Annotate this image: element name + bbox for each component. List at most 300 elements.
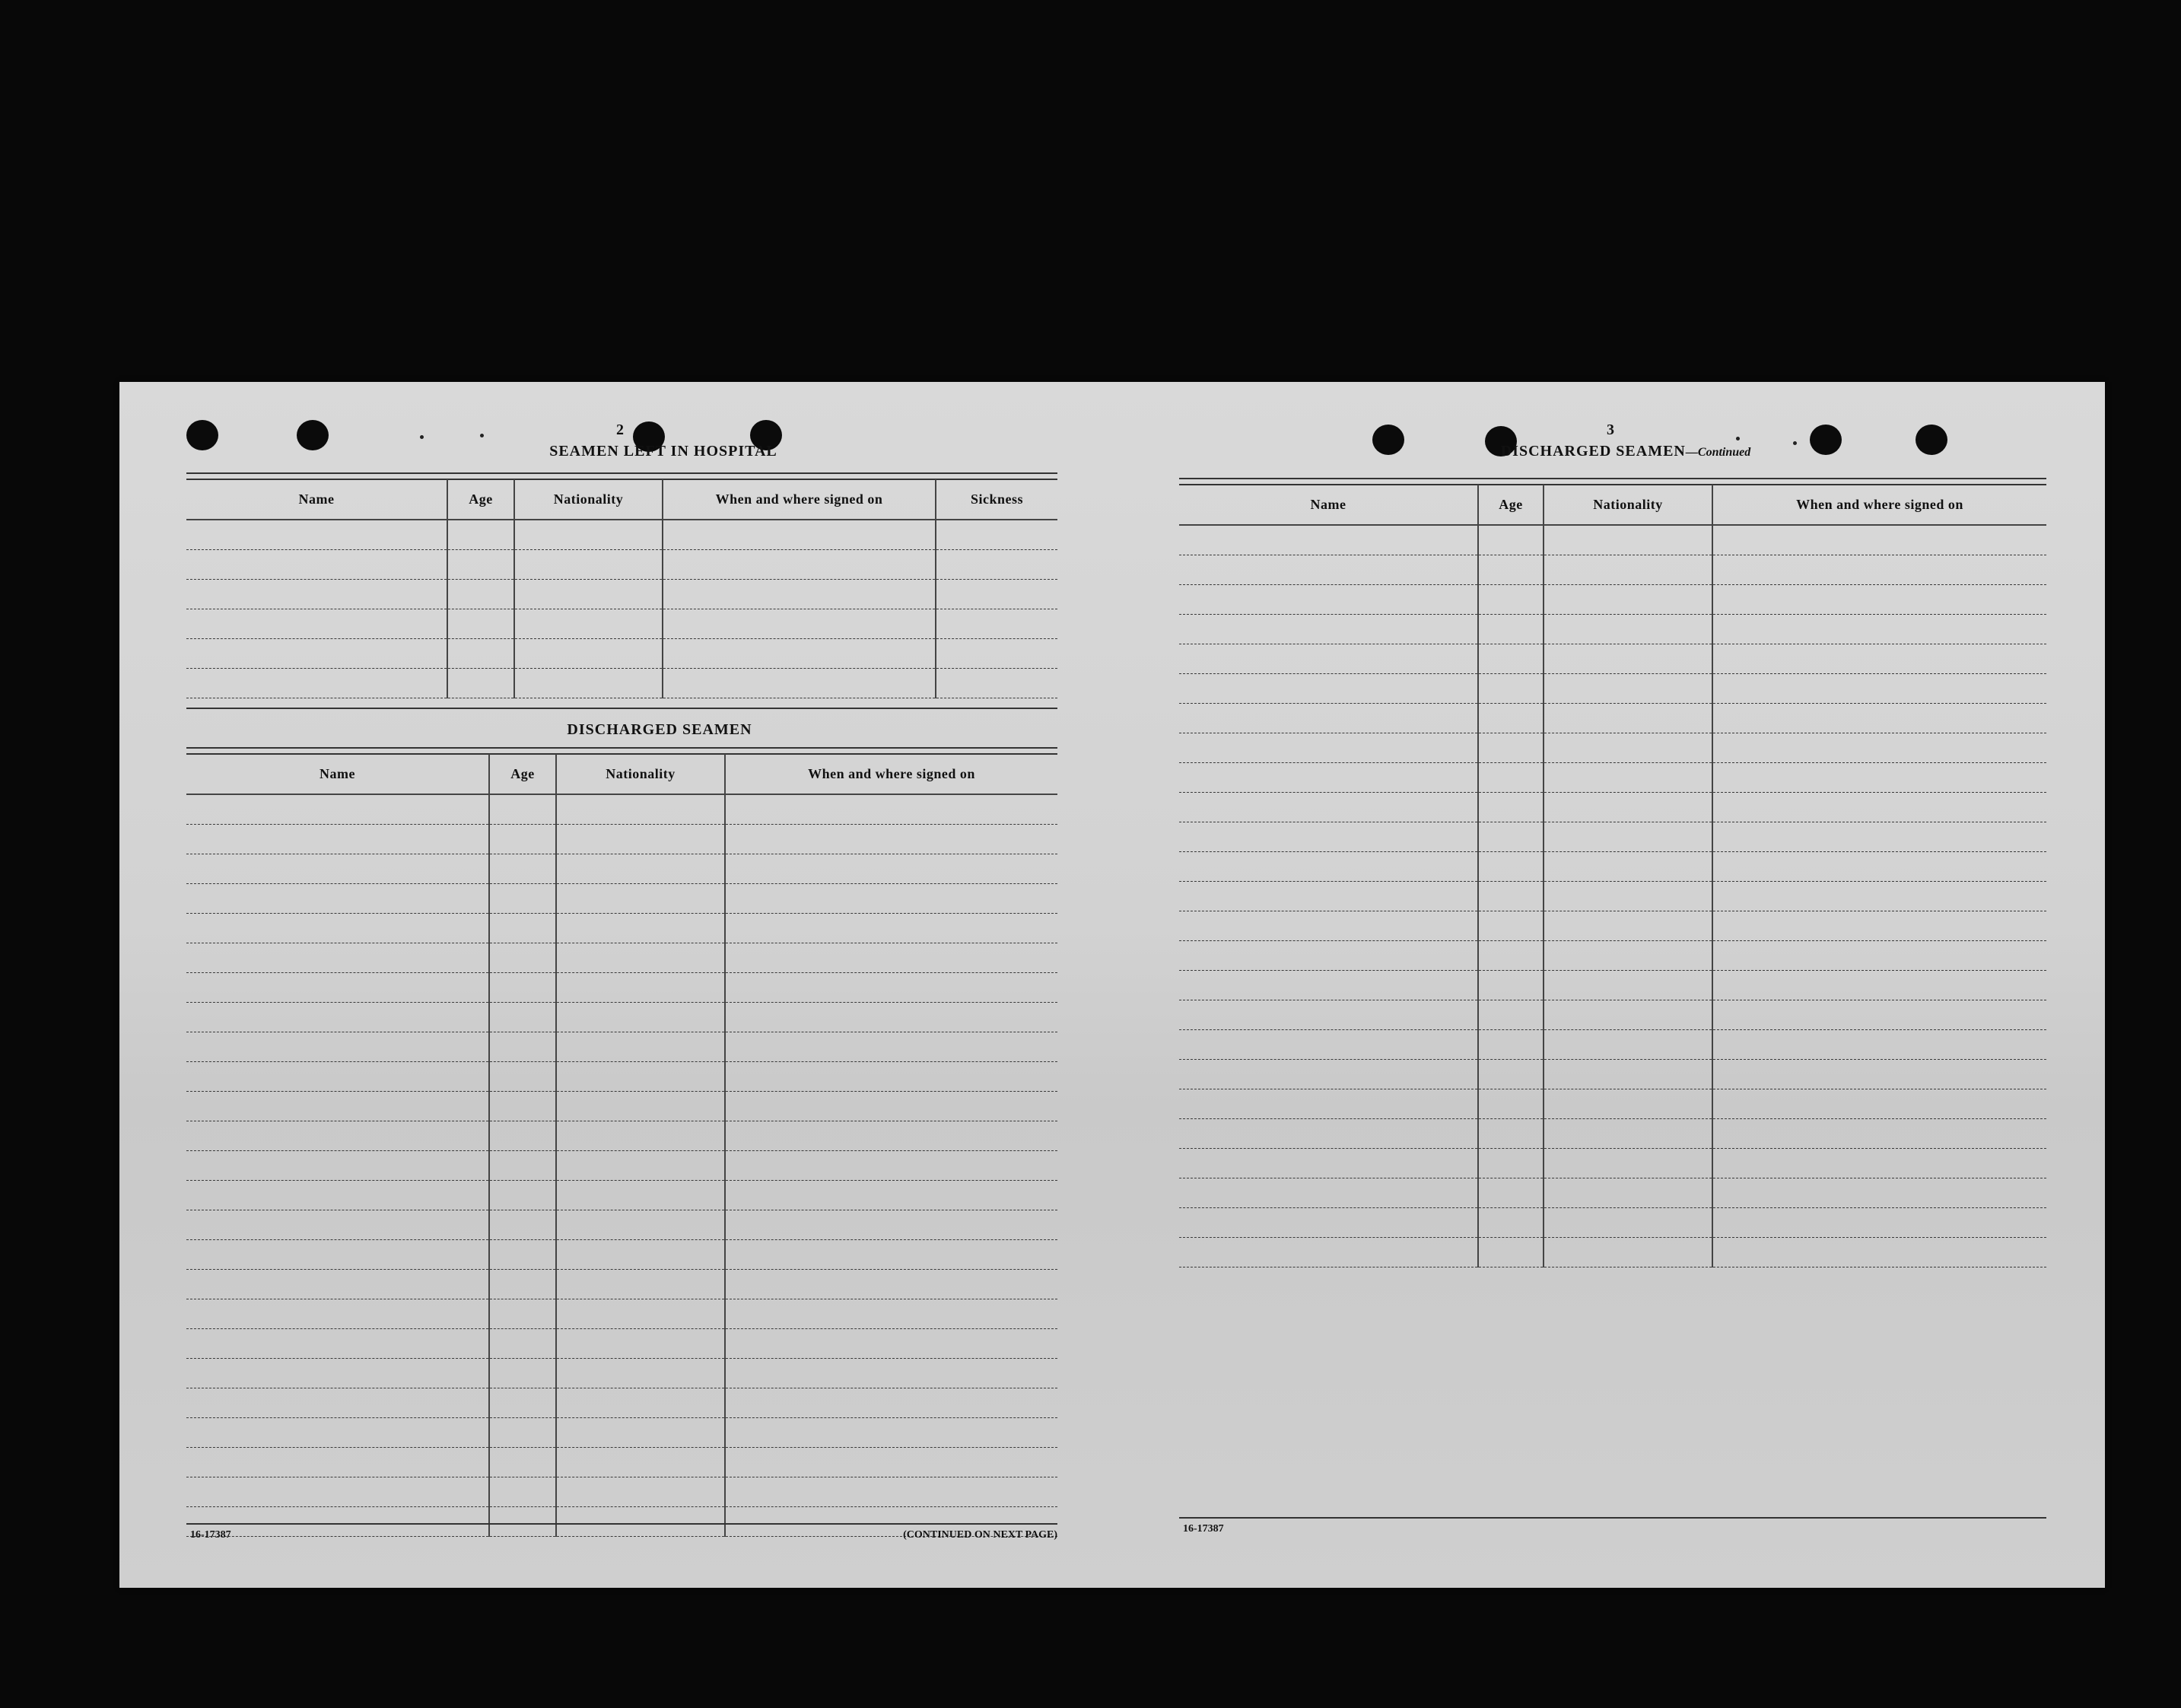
blank-cell <box>725 1359 1057 1388</box>
blank-cell <box>186 1388 489 1418</box>
blank-cell <box>1544 1238 1712 1267</box>
blank-cell <box>186 550 447 580</box>
section-title-hospital: SEAMEN LEFT IN HOSPITAL <box>549 443 777 460</box>
blank-cell <box>936 609 1057 639</box>
table-row <box>186 854 1057 884</box>
blank-cell <box>725 1240 1057 1270</box>
section-title-discharged-continued <box>1474 443 1778 460</box>
blank-cell <box>936 580 1057 609</box>
blank-cell <box>489 1181 556 1210</box>
blank-cell <box>725 1121 1057 1151</box>
blank-cell <box>186 1003 489 1032</box>
blank-cell <box>1179 1119 1478 1149</box>
table-row <box>186 1359 1057 1388</box>
blank-cell <box>1712 822 2046 852</box>
blank-cell <box>514 609 663 639</box>
blank-cell <box>1179 585 1478 615</box>
blank-cell <box>1179 555 1478 585</box>
blank-cell <box>489 884 556 914</box>
table-row <box>186 1270 1057 1299</box>
blank-cell <box>186 1151 489 1181</box>
blank-cell <box>1712 615 2046 644</box>
page-number-left: 2 <box>616 421 624 438</box>
blank-cell <box>1179 1000 1478 1030</box>
blank-cell <box>1478 1208 1544 1238</box>
column-header-name: Name <box>186 479 447 520</box>
blank-cell <box>1712 555 2046 585</box>
blank-cell <box>186 1477 489 1507</box>
column-header-signed-on: When and where signed on <box>1712 485 2046 525</box>
blank-cell <box>1712 1178 2046 1208</box>
blank-cell <box>186 1181 489 1210</box>
blank-cell <box>186 1329 489 1359</box>
blank-cell <box>1712 1030 2046 1060</box>
blank-cell <box>514 520 663 550</box>
blank-cell <box>1478 1149 1544 1178</box>
blank-cell <box>1478 644 1544 674</box>
blank-cell <box>1179 674 1478 704</box>
blank-cell <box>556 884 725 914</box>
blank-cell <box>186 1092 489 1121</box>
table-row <box>186 1477 1057 1507</box>
table-row <box>186 639 1057 669</box>
blank-cell <box>514 639 663 669</box>
blank-cell <box>556 794 725 825</box>
table-row <box>186 1448 1057 1477</box>
blank-cell <box>556 1181 725 1210</box>
blank-cell <box>556 1003 725 1032</box>
blank-cell <box>1544 585 1712 615</box>
blank-cell <box>556 1032 725 1062</box>
table-row <box>186 1003 1057 1032</box>
blank-cell <box>1712 882 2046 911</box>
blank-cell <box>556 1388 725 1418</box>
table-row <box>186 1240 1057 1270</box>
blank-cell <box>1544 882 1712 911</box>
blank-cell <box>725 1003 1057 1032</box>
blank-cell <box>447 669 514 698</box>
blank-cell <box>556 1121 725 1151</box>
blank-cell <box>1544 644 1712 674</box>
blank-cell <box>489 1062 556 1092</box>
blank-cell <box>1478 793 1544 822</box>
blank-cell <box>1179 1238 1478 1267</box>
blank-cell <box>1712 674 2046 704</box>
blank-cell <box>1544 1089 1712 1119</box>
blank-cell <box>556 973 725 1003</box>
blank-cell <box>186 794 489 825</box>
blank-cell <box>1478 1178 1544 1208</box>
blank-cell <box>1712 1060 2046 1089</box>
blank-cell <box>186 580 447 609</box>
table-row <box>1179 763 2046 793</box>
form-number-left: 16-17387 <box>190 1529 231 1541</box>
blank-cell <box>556 1240 725 1270</box>
blank-cell <box>725 1062 1057 1092</box>
blank-cell <box>1179 1060 1478 1089</box>
blank-cell <box>1544 674 1712 704</box>
column-header-signed-on: When and where signed on <box>725 754 1057 794</box>
table-row <box>186 1418 1057 1448</box>
blank-cell <box>489 825 556 854</box>
continued-note: (CONTINUED ON NEXT PAGE) <box>903 1529 1057 1541</box>
blank-cell <box>1478 971 1544 1000</box>
table-row <box>1179 882 2046 911</box>
speck <box>420 435 424 439</box>
blank-cell <box>725 1477 1057 1507</box>
blank-cell <box>556 1507 725 1537</box>
table-row <box>186 973 1057 1003</box>
punch-hole <box>1372 425 1404 455</box>
blank-cell <box>556 825 725 854</box>
blank-cell <box>1179 525 1478 555</box>
blank-cell <box>1179 615 1478 644</box>
table-row <box>186 1181 1057 1210</box>
blank-cell <box>1179 1178 1478 1208</box>
blank-cell <box>1544 1178 1712 1208</box>
blank-cell <box>1179 971 1478 1000</box>
blank-cell <box>186 973 489 1003</box>
blank-cell <box>489 1210 556 1240</box>
blank-cell <box>1179 644 1478 674</box>
blank-cell <box>1478 1089 1544 1119</box>
table-row <box>1179 585 2046 615</box>
table-row <box>1179 1149 2046 1178</box>
table-row <box>1179 674 2046 704</box>
blank-cell <box>489 794 556 825</box>
table-row <box>186 550 1057 580</box>
blank-cell <box>186 520 447 550</box>
blank-cell <box>1478 882 1544 911</box>
blank-cell <box>556 1448 725 1477</box>
blank-cell <box>1179 911 1478 941</box>
blank-cell <box>1179 941 1478 971</box>
blank-cell <box>1544 1149 1712 1178</box>
table-row <box>1179 733 2046 763</box>
footer-rule <box>186 1523 1057 1525</box>
blank-cell <box>489 943 556 973</box>
blank-cell <box>1712 763 2046 793</box>
table-row <box>1179 1178 2046 1208</box>
table-row <box>1179 704 2046 733</box>
table-row <box>1179 852 2046 882</box>
blank-cell <box>186 1507 489 1537</box>
blank-cell <box>556 854 725 884</box>
blank-cell <box>1544 1030 1712 1060</box>
blank-cell <box>663 580 936 609</box>
section-title-discharged: DISCHARGED SEAMEN <box>567 721 752 738</box>
blank-cell <box>725 1032 1057 1062</box>
table-row <box>1179 1060 2046 1089</box>
blank-cell <box>489 1359 556 1388</box>
blank-cell <box>556 914 725 943</box>
table-row <box>1179 555 2046 585</box>
blank-cell <box>447 550 514 580</box>
blank-cell <box>556 1359 725 1388</box>
blank-cell <box>1544 704 1712 733</box>
table-row <box>1179 1030 2046 1060</box>
blank-cell <box>1544 822 1712 852</box>
table-row <box>186 1092 1057 1121</box>
punch-hole <box>186 420 218 450</box>
speck <box>1793 441 1797 445</box>
blank-cell <box>186 1299 489 1329</box>
table-row <box>186 1151 1057 1181</box>
blank-cell <box>514 580 663 609</box>
blank-cell <box>489 1003 556 1032</box>
blank-cell <box>1478 941 1544 971</box>
blank-cell <box>556 1270 725 1299</box>
table-row <box>1179 615 2046 644</box>
blank-cell <box>1712 1089 2046 1119</box>
column-header-age: Age <box>489 754 556 794</box>
table-row <box>1179 911 2046 941</box>
blank-cell <box>489 1121 556 1151</box>
table-row <box>1179 1000 2046 1030</box>
blank-cell <box>556 1418 725 1448</box>
table-row <box>186 1388 1057 1418</box>
blank-cell <box>489 1418 556 1448</box>
blank-cell <box>556 943 725 973</box>
ledger-sheet <box>119 382 2105 1588</box>
blank-cell <box>1478 911 1544 941</box>
table-row <box>1179 1208 2046 1238</box>
blank-cell <box>556 1477 725 1507</box>
blank-cell <box>489 1329 556 1359</box>
blank-cell <box>725 794 1057 825</box>
discharged-table <box>186 754 1057 1537</box>
blank-cell <box>186 854 489 884</box>
table-row <box>186 1032 1057 1062</box>
blank-cell <box>186 1418 489 1448</box>
blank-cell <box>186 1062 489 1092</box>
punch-hole <box>1810 425 1842 455</box>
blank-cell <box>1544 852 1712 882</box>
blank-cell <box>1712 852 2046 882</box>
blank-cell <box>1712 911 2046 941</box>
table-row <box>186 580 1057 609</box>
blank-cell <box>186 639 447 669</box>
blank-cell <box>489 1032 556 1062</box>
blank-cell <box>663 520 936 550</box>
blank-cell <box>1544 971 1712 1000</box>
blank-cell <box>186 914 489 943</box>
blank-cell <box>1712 733 2046 763</box>
blank-cell <box>725 1270 1057 1299</box>
column-header-nationality: Nationality <box>556 754 725 794</box>
blank-cell <box>447 609 514 639</box>
blank-cell <box>514 669 663 698</box>
blank-cell <box>1179 852 1478 882</box>
blank-cell <box>1478 555 1544 585</box>
table-row <box>186 1062 1057 1092</box>
blank-cell <box>663 609 936 639</box>
blank-cell <box>489 1270 556 1299</box>
blank-cell <box>1478 674 1544 704</box>
blank-cell <box>1544 525 1712 555</box>
column-header-name: Name <box>186 754 489 794</box>
blank-cell <box>1544 1000 1712 1030</box>
table-row <box>186 914 1057 943</box>
blank-cell <box>556 1092 725 1121</box>
blank-cell <box>663 639 936 669</box>
speck <box>1736 437 1740 441</box>
blank-cell <box>1478 1238 1544 1267</box>
blank-cell <box>447 639 514 669</box>
blank-cell <box>1712 941 2046 971</box>
blank-cell <box>936 639 1057 669</box>
blank-cell <box>489 1507 556 1537</box>
blank-cell <box>1179 882 1478 911</box>
blank-cell <box>447 580 514 609</box>
blank-cell <box>1478 1030 1544 1060</box>
blank-cell <box>1478 1000 1544 1030</box>
blank-cell <box>1544 793 1712 822</box>
blank-cell <box>663 550 936 580</box>
table-row <box>186 1299 1057 1329</box>
section-divider <box>186 708 1057 709</box>
blank-cell <box>725 1448 1057 1477</box>
title-suffix: —Continued <box>1685 446 1751 459</box>
blank-cell <box>1712 704 2046 733</box>
blank-cell <box>186 1121 489 1151</box>
blank-cell <box>725 914 1057 943</box>
blank-cell <box>1544 1060 1712 1089</box>
blank-cell <box>1179 822 1478 852</box>
hospital-table <box>186 479 1057 698</box>
column-header-nationality: Nationality <box>514 479 663 520</box>
blank-cell <box>489 1299 556 1329</box>
blank-cell <box>1478 615 1544 644</box>
blank-cell <box>1179 1089 1478 1119</box>
blank-cell <box>663 669 936 698</box>
blank-cell <box>1712 1208 2046 1238</box>
blank-cell <box>1544 911 1712 941</box>
blank-cell <box>186 884 489 914</box>
blank-cell <box>1179 793 1478 822</box>
blank-cell <box>186 609 447 639</box>
blank-cell <box>489 1448 556 1477</box>
table-row <box>186 794 1057 825</box>
blank-cell <box>725 1329 1057 1359</box>
blank-cell <box>556 1329 725 1359</box>
table-row <box>186 943 1057 973</box>
blank-cell <box>725 1418 1057 1448</box>
table-row <box>1179 644 2046 674</box>
blank-cell <box>1544 615 1712 644</box>
title-main: DISCHARGED SEAMEN <box>1500 443 1686 460</box>
table-row <box>186 609 1057 639</box>
blank-cell <box>725 1092 1057 1121</box>
blank-cell <box>725 1388 1057 1418</box>
blank-cell <box>489 1388 556 1418</box>
blank-cell <box>1712 585 2046 615</box>
table-row <box>186 825 1057 854</box>
punch-hole <box>297 420 329 450</box>
blank-cell <box>489 1092 556 1121</box>
blank-cell <box>1478 852 1544 882</box>
page-number-right: 3 <box>1607 421 1614 438</box>
blank-cell <box>186 1359 489 1388</box>
blank-cell <box>1478 1119 1544 1149</box>
column-header-signed-on: When and where signed on <box>663 479 936 520</box>
blank-cell <box>514 550 663 580</box>
blank-cell <box>556 1062 725 1092</box>
blank-cell <box>1712 971 2046 1000</box>
blank-cell <box>1712 1000 2046 1030</box>
blank-cell <box>556 1210 725 1240</box>
blank-cell <box>1544 733 1712 763</box>
blank-cell <box>186 1240 489 1270</box>
blank-cell <box>186 1210 489 1240</box>
blank-cell <box>1179 704 1478 733</box>
blank-cell <box>1712 1238 2046 1267</box>
column-header-sickness: Sickness <box>936 479 1057 520</box>
blank-cell <box>725 854 1057 884</box>
table-row <box>1179 793 2046 822</box>
table-row <box>186 1329 1057 1359</box>
blank-cell <box>1179 1208 1478 1238</box>
blank-cell <box>489 1151 556 1181</box>
blank-cell <box>725 1299 1057 1329</box>
blank-cell <box>1712 1119 2046 1149</box>
blank-cell <box>725 943 1057 973</box>
blank-cell <box>725 825 1057 854</box>
blank-cell <box>1478 1060 1544 1089</box>
blank-cell <box>1478 763 1544 793</box>
table-row <box>186 520 1057 550</box>
blank-cell <box>556 1151 725 1181</box>
blank-cell <box>1478 822 1544 852</box>
table-row <box>186 669 1057 698</box>
table-row <box>1179 1119 2046 1149</box>
blank-cell <box>186 943 489 973</box>
blank-cell <box>1712 793 2046 822</box>
blank-cell <box>1478 704 1544 733</box>
blank-cell <box>1179 1030 1478 1060</box>
column-header-name: Name <box>1179 485 1478 525</box>
table-row <box>1179 1089 2046 1119</box>
table-row <box>1179 941 2046 971</box>
blank-cell <box>725 973 1057 1003</box>
footer-rule <box>1179 1517 2046 1519</box>
blank-cell <box>1544 555 1712 585</box>
form-number-right: 16-17387 <box>1183 1523 1224 1535</box>
blank-cell <box>1712 1149 2046 1178</box>
column-header-age: Age <box>1478 485 1544 525</box>
blank-cell <box>489 973 556 1003</box>
blank-cell <box>1179 733 1478 763</box>
blank-cell <box>1478 525 1544 555</box>
table-row <box>1179 971 2046 1000</box>
blank-cell <box>186 1448 489 1477</box>
blank-cell <box>936 550 1057 580</box>
blank-cell <box>489 1477 556 1507</box>
blank-cell <box>186 1270 489 1299</box>
blank-cell <box>1712 644 2046 674</box>
table-row <box>1179 525 2046 555</box>
blank-cell <box>1544 1208 1712 1238</box>
blank-cell <box>725 884 1057 914</box>
blank-cell <box>725 1181 1057 1210</box>
column-header-nationality: Nationality <box>1544 485 1712 525</box>
table-row <box>1179 822 2046 852</box>
blank-cell <box>1478 585 1544 615</box>
blank-cell <box>1712 525 2046 555</box>
blank-cell <box>186 825 489 854</box>
column-header-age: Age <box>447 479 514 520</box>
table-row <box>186 1210 1057 1240</box>
